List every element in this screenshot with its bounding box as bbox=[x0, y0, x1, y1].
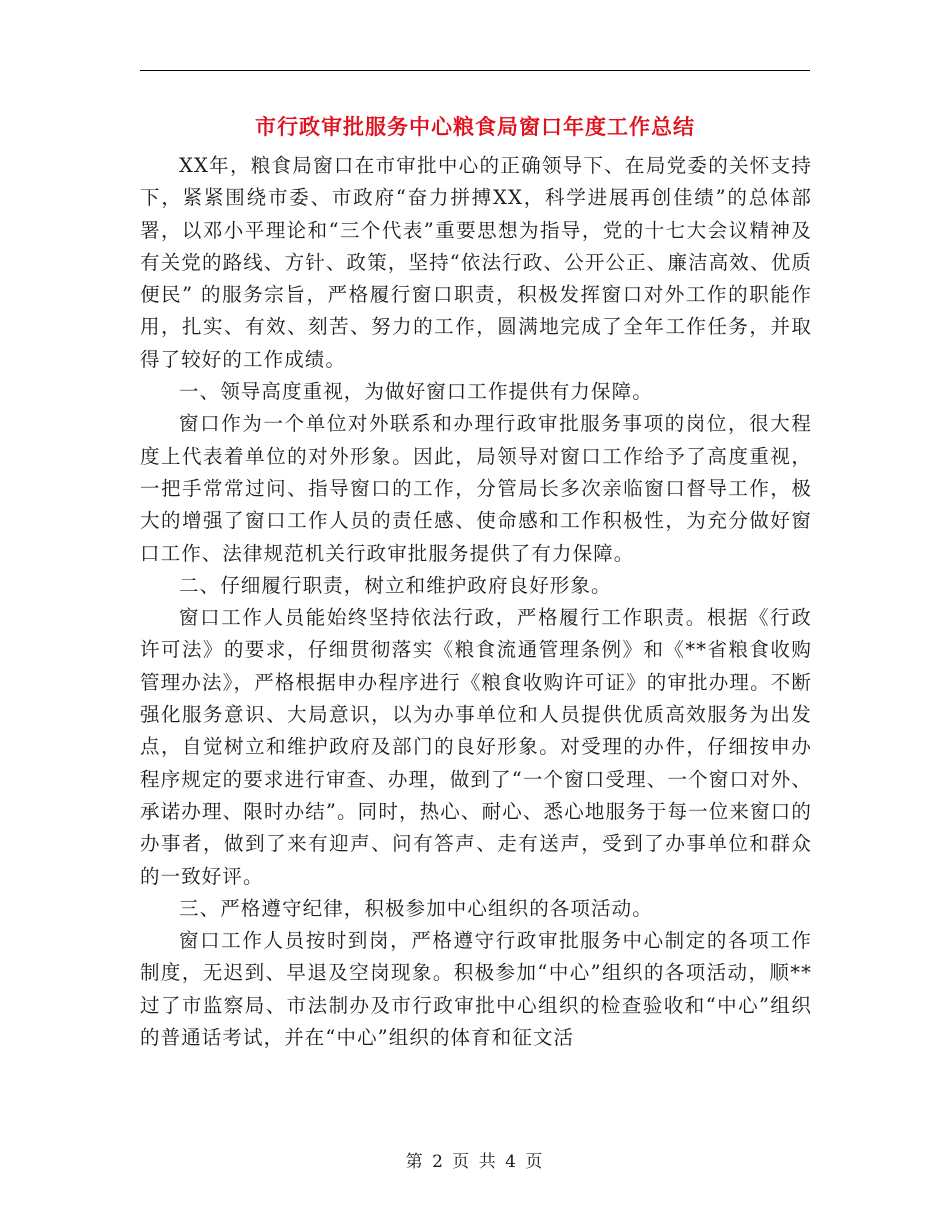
section-1-paragraph: 窗口作为一个单位对外联系和办理行政审批服务事项的岗位，很大程度上代表着单位的对外形象。因此，局领导对窗口工作给予了高度重视，一把手常常过问、指导窗口的工作，分管局长多次亲临窗口督导工作，极大的增强了窗口工作人员的责任感、使命感和工作积极性，为充分做好窗口工作、法律规范机关行政审批服务提供了有力保障。 bbox=[140, 412, 812, 565]
intro-paragraph: XX年，粮食局窗口在市审批中心的正确领导下、在局党委的关怀支持下，紧紧围绕市委、市政府“奋力拼搏XX，科学进展再创佳绩”的总体部署，以邓小平理论和“三个代表”重要思想为指导，党的十七大会议精神及有关党的路线、方针、政策，坚持“依法行政、公开公正、廉洁高效、优质便民” 的服务宗旨，严格履行窗口职责，积极发挥窗口对外工作的职能作用，扎实、有效、刻苦、努力的工作，圆满地完成了全年工作任务，并取得了较好的工作成绩。 bbox=[140, 154, 812, 371]
document-body bbox=[140, 150, 812, 1054]
section-heading-3: 三、严格遵守纪律，积极参加中心组织的各项活动。 bbox=[179, 896, 653, 920]
header-rule bbox=[140, 70, 810, 71]
page-footer: 第 2 页 共 4 页 bbox=[405, 1152, 545, 1172]
section-2-paragraph: 窗口工作人员能始终坚持依法行政，严格履行工作职责。根据《行政许可法》的要求，仔细贯彻落实《粮食流通管理条例》和《**省粮食收购管理办法》，严格根据申办程序进行《粮食收购许可证》的审批办理。不断强化服务意识、大局意识，以为办事单位和人员提供优质高效服务为出发点，自觉树立和维护政府及部门的良好形象。对受理的办件，仔细按申办程序规定的要求进行审查、办理，做到了“一个窗口受理、一个窗口对外、承诺办理、限时办结”。同时，热心、耐心、悉心地服务于每一位来窗口的办事者，做到了来有迎声、问有答声、走有送声，受到了办事单位和群众的一致好评。 bbox=[140, 606, 812, 888]
section-3-paragraph: 窗口工作人员按时到岗，严格遵守行政审批服务中心制定的各项工作制度，无迟到、早退及空岗现象。积极参加“中心”组织的各项活动，顺**过了市监察局、市法制办及市行政审批中心组织的检查验收和“中心”组织的普通话考试，并在“中心”组织的体育和征文活 bbox=[140, 929, 812, 1050]
section-heading-1: 一、领导高度重视，为做好窗口工作提供有力保障。 bbox=[179, 380, 653, 404]
section-heading-2: 二、仔细履行职责，树立和维护政府良好形象。 bbox=[179, 573, 612, 597]
document-title: 市行政审批服务中心粮食局窗口年度工作总结 bbox=[255, 114, 695, 139]
